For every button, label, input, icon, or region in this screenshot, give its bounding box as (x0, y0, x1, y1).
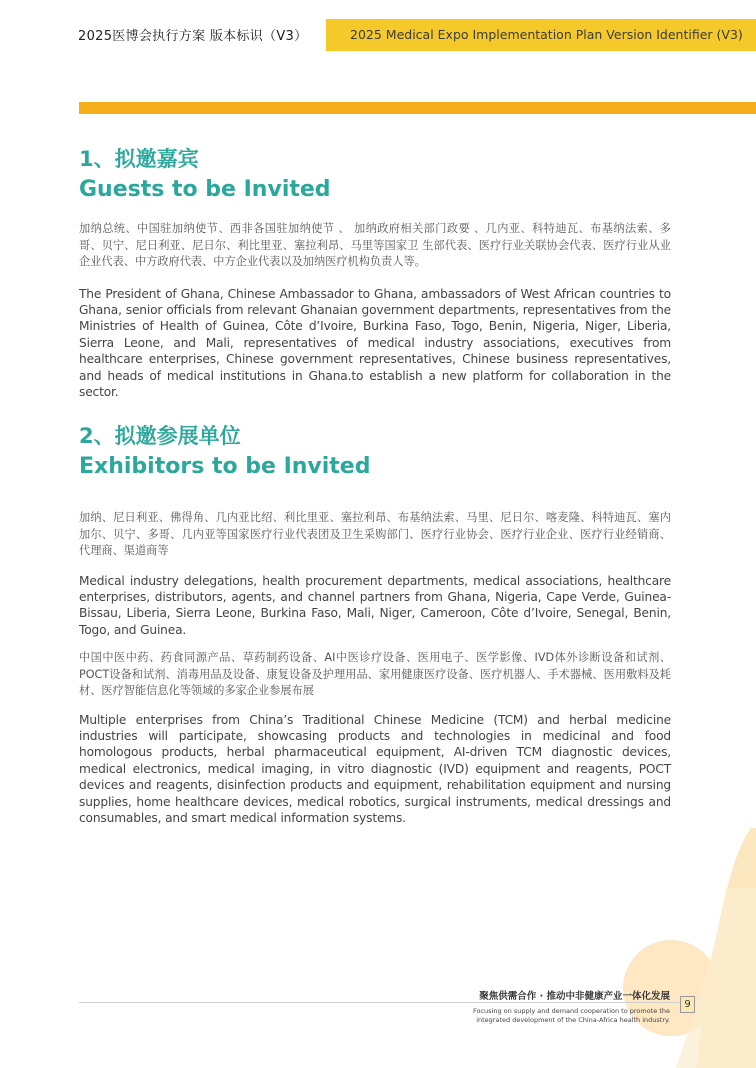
section1-heading-en: Guests to be Invited (79, 177, 331, 202)
section1-paragraph-cn: 加纳总统、中国驻加纳使节、西非各国驻加纳使节 、 加纳政府相关部门政要 、几内亚、科特迪瓦、布基纳法索、多哥、贝宁、尼日利亚、尼日尔、利比里亚、塞拉利昂、马里等国家卫 生部代表、医疗行业关联协会代表、医疗行业从业企业代表、中方政府代表、中方企业代表以及加纳医疗机构负责人等。 (79, 222, 671, 268)
section2-heading-cn: 2、拟邀参展单位 (79, 424, 241, 448)
section2-heading-en: Exhibitors to be Invited (79, 454, 371, 479)
decorative-shapes (576, 828, 756, 1068)
section2-paragraph2-cn: 中国中医中药、药食同源产品、草药制药设备、AI中医诊疗设备、医用电子、医学影像、IVD体外诊断设备和试剂、POCT设备和试剂、消毒用品及设备、康复设备及护理用品、家用健康医疗设备、医疗机器人、手术器械、医用敷料及耗材、医疗智能信息化等领域的多家企业参展布展 (79, 651, 671, 698)
footer-slogan-cn: 聚焦供需合作 · 推动中非健康产业一体化发展 (479, 991, 670, 1002)
section-exhibitors (79, 421, 671, 826)
section2-paragraph1-en: Medical industry delegations, health procurement departments, medical associations, healthcare enterprises, distributors, agents, and channel partners from Ghana, Nigeria, Cape Verde, Guinea-Bissau, Liberia, Sierra Leone, Burkina Faso, Mali, Niger, Cameroon, Côte d’Ivoire, Senegal, Benin, Togo, and Guinea. (79, 573, 671, 637)
section-guests (79, 144, 671, 400)
footer-slogan-en: Focusing on supply and demand cooperation to promote the integrated development of the China-Africa health industry. (472, 1007, 670, 1024)
footer-divider (79, 1002, 679, 1003)
header-title-cn: 2025医博会执行方案 版本标识（V3） (78, 29, 308, 44)
header-title-en: 2025 Medical Expo Implementation Plan Version Identifier (V3) (326, 19, 756, 51)
section2-paragraph1-cn: 加纳、尼日利亚、佛得角、几内亚比绍、利比里亚、塞拉利昂、布基纳法索、马里、尼日尔、喀麦隆、科特迪瓦、塞内加尔、贝宁、多哥、几内亚等国家医疗行业代表团及卫生采购部门、医疗行业协会、医疗行业企业、医疗行业经销商、代理商、渠道商等 (79, 511, 671, 557)
page-number: 9 (680, 996, 695, 1013)
section1-paragraph-en: The President of Ghana, Chinese Ambassador to Ghana, ambassadors of West African countries to Ghana, senior officials from relevant Ghanaian government departments, representatives from the Ministries of Health of Guinea, Côte d’Ivoire, Burkina Faso, Togo, Benin, Nigeria, Niger, Liberia, Sierra Leone, and Mali, representatives of medical industry associations, executives from healthcare enterprises, Chinese government representatives, Chinese business representatives, and heads of medical institutions in Ghana.to establish a new platform for collaboration in the sector. (79, 286, 671, 399)
section1-heading-cn: 1、拟邀嘉宾 (79, 147, 199, 171)
section2-paragraph2-en: Multiple enterprises from China’s Traditional Chinese Medicine (TCM) and herbal medicine industries will participate, showcasing products and technologies in medicinal and food homologous products, herbal pharmaceutical equipment, AI-driven TCM diagnostic devices, medical electronics, medical imaging, in vitro diagnostic (IVD) equipment and reagents, POCT devices and reagents, disinfection products and equipment, rehabilitation equipment and nursing supplies, home healthcare devices, medical robotics, surgical instruments, medical dressings and consumables, and smart medical information systems. (79, 712, 671, 826)
decorative-bar (79, 102, 756, 114)
